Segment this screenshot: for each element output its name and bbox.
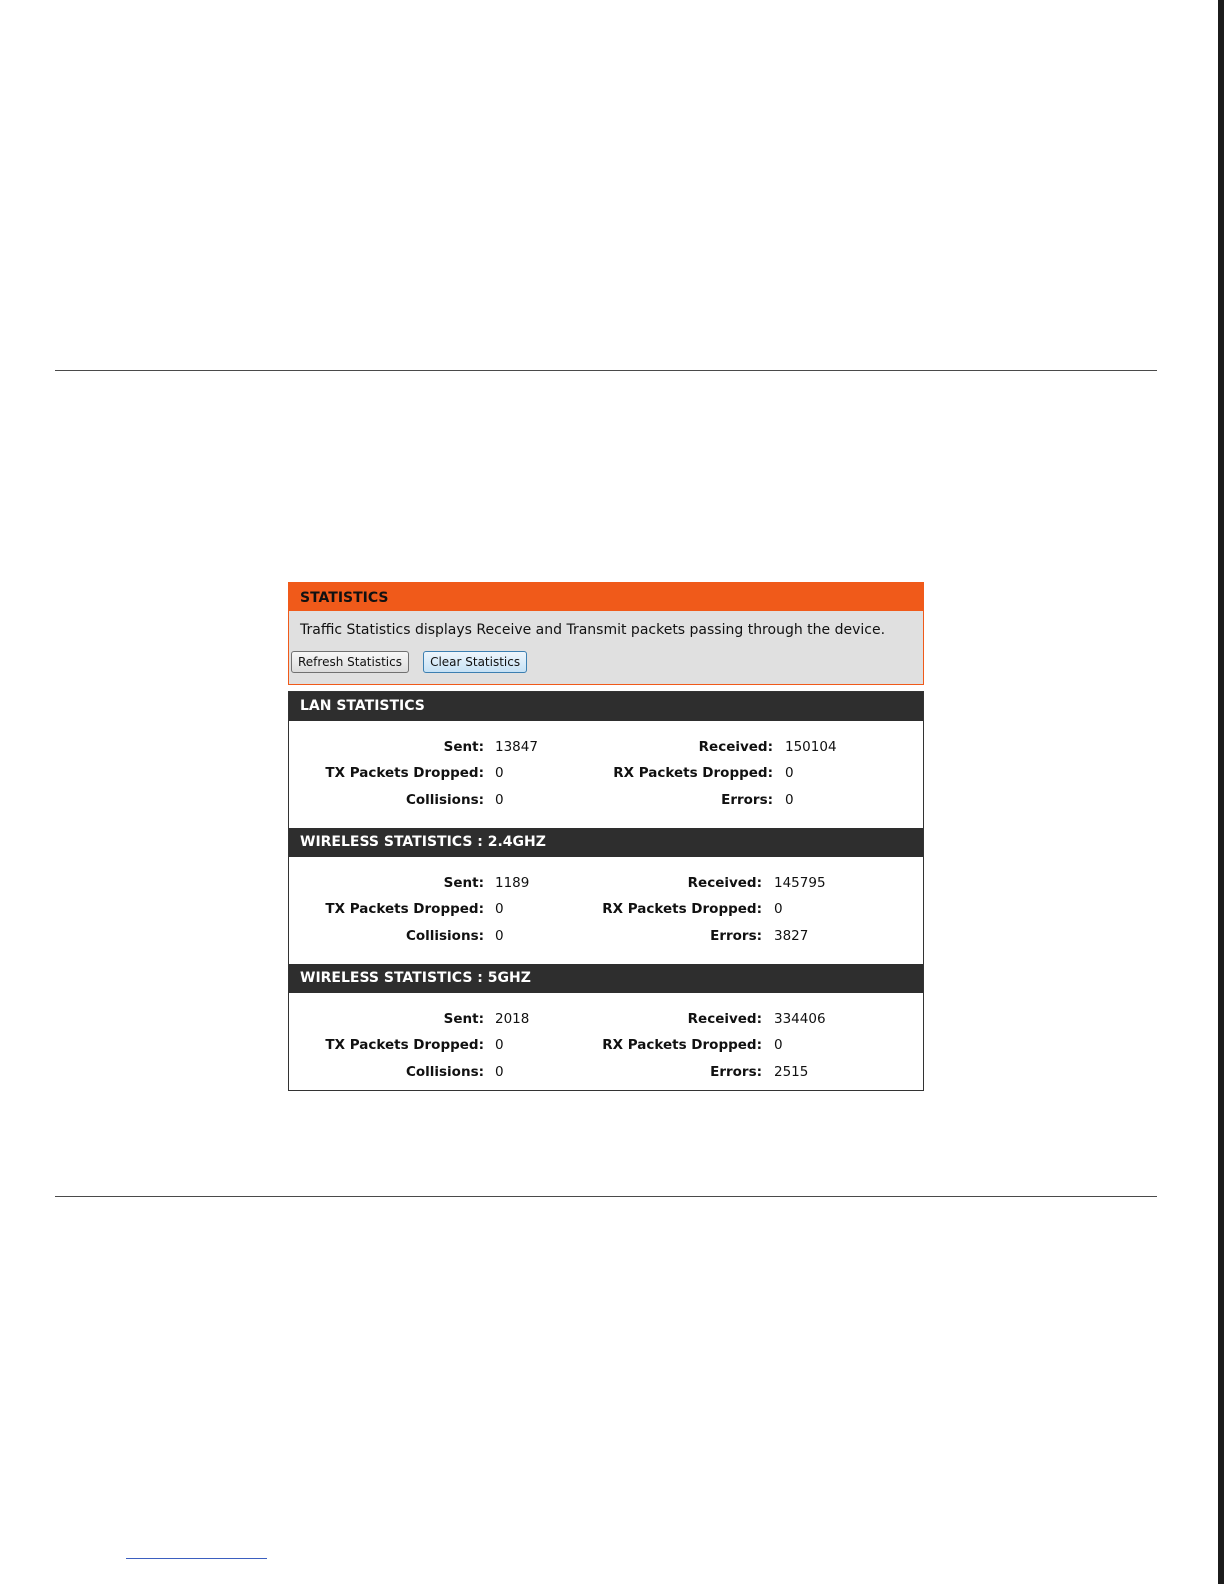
lan-row-dropped <box>289 765 923 785</box>
lan-collisions-label: Collisions: <box>405 792 484 808</box>
wireless-5ghz-rx-dropped-value: 0 <box>774 1037 783 1053</box>
wireless-5ghz-sent-label: Sent: <box>443 1011 484 1027</box>
wireless-5ghz-sent-value: 2018 <box>495 1011 530 1027</box>
lan-row-sent-received <box>289 739 923 759</box>
footer-link-underline <box>126 1558 267 1559</box>
statistics-buttons <box>289 651 923 675</box>
wireless-24ghz-sent-value: 1189 <box>495 875 530 891</box>
lan-received-value: 150104 <box>785 739 837 755</box>
statistics-title: STATISTICS <box>289 583 923 611</box>
wireless-5ghz-collisions-label: Collisions: <box>405 1064 484 1080</box>
wireless-5ghz-row-sent-received <box>289 1011 923 1031</box>
statistics-panel <box>288 582 924 1091</box>
wireless-24ghz-collisions-value: 0 <box>495 928 504 944</box>
lan-statistics-body <box>289 721 923 828</box>
wireless-24ghz-header: WIRELESS STATISTICS : 2.4GHZ <box>289 828 923 857</box>
top-divider <box>55 370 1157 371</box>
wireless-5ghz-errors-label: Errors: <box>710 1064 762 1080</box>
wireless-24ghz-row-collisions-errors <box>289 928 923 948</box>
lan-rx-dropped-value: 0 <box>785 765 794 781</box>
wireless-5ghz-collisions-value: 0 <box>495 1064 504 1080</box>
lan-rx-dropped-label: RX Packets Dropped: <box>613 765 773 781</box>
wireless-24ghz-received-value: 145795 <box>774 875 826 891</box>
bottom-divider <box>55 1196 1157 1197</box>
wireless-24ghz-tx-dropped-value: 0 <box>495 901 504 917</box>
wireless-24ghz-received-label: Received: <box>687 875 762 891</box>
lan-collisions-value: 0 <box>495 792 504 808</box>
wireless-24ghz-errors-label: Errors: <box>710 928 762 944</box>
wireless-24ghz-row-sent-received <box>289 875 923 895</box>
wireless-24ghz-body <box>289 857 923 964</box>
refresh-statistics-button[interactable]: Refresh Statistics <box>291 651 409 673</box>
wireless-24ghz-collisions-label: Collisions: <box>405 928 484 944</box>
wireless-5ghz-errors-value: 2515 <box>774 1064 809 1080</box>
wireless-5ghz-tx-dropped-value: 0 <box>495 1037 504 1053</box>
wireless-24ghz-sent-label: Sent: <box>443 875 484 891</box>
wireless-24ghz-rx-dropped-label: RX Packets Dropped: <box>602 901 762 917</box>
lan-sent-label: Sent: <box>443 739 484 755</box>
statistics-description: Traffic Statistics displays Receive and Transmit packets passing through the device. <box>300 622 886 638</box>
statistics-box <box>288 582 924 685</box>
lan-received-label: Received: <box>698 739 773 755</box>
lan-row-collisions-errors <box>289 792 923 812</box>
lan-tx-dropped-label: TX Packets Dropped: <box>325 765 484 781</box>
wireless-5ghz-row-dropped <box>289 1037 923 1057</box>
lan-statistics-header: LAN STATISTICS <box>289 692 923 721</box>
wireless-24ghz-row-dropped <box>289 901 923 921</box>
lan-tx-dropped-value: 0 <box>495 765 504 781</box>
wireless-5ghz-received-value: 334406 <box>774 1011 826 1027</box>
page-edge-bar <box>1218 0 1224 1584</box>
wireless-24ghz-rx-dropped-value: 0 <box>774 901 783 917</box>
wireless-5ghz-header: WIRELESS STATISTICS : 5GHZ <box>289 964 923 993</box>
lan-sent-value: 13847 <box>495 739 538 755</box>
wireless-5ghz-received-label: Received: <box>687 1011 762 1027</box>
wireless-5ghz-body <box>289 993 923 1090</box>
lan-errors-value: 0 <box>785 792 794 808</box>
wireless-5ghz-rx-dropped-label: RX Packets Dropped: <box>602 1037 762 1053</box>
wireless-5ghz-tx-dropped-label: TX Packets Dropped: <box>325 1037 484 1053</box>
wireless-5ghz-row-collisions-errors <box>289 1064 923 1084</box>
lan-errors-label: Errors: <box>721 792 773 808</box>
statistics-tables <box>288 691 924 1091</box>
wireless-24ghz-errors-value: 3827 <box>774 928 809 944</box>
wireless-24ghz-tx-dropped-label: TX Packets Dropped: <box>325 901 484 917</box>
clear-statistics-button[interactable]: Clear Statistics <box>423 651 527 673</box>
